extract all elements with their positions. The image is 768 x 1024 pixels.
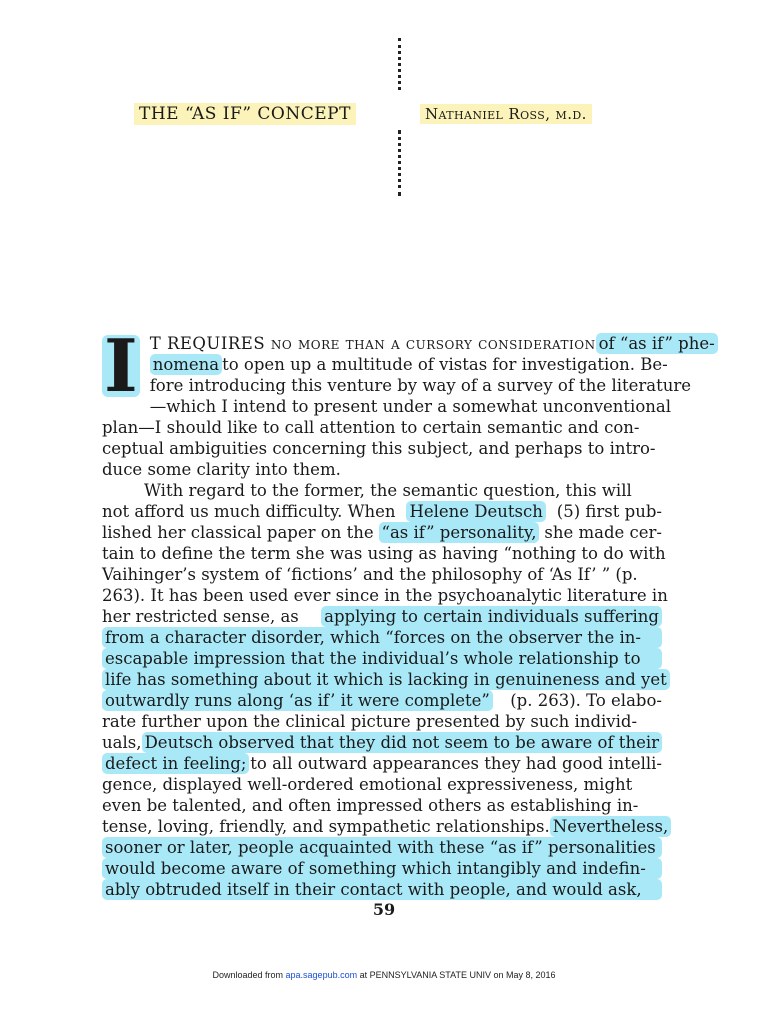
- text-line: [102, 879, 662, 900]
- highlight: from a character disorder, which “forces on the observer the in-: [102, 627, 662, 648]
- header-dotted-rule-bottom: [398, 130, 405, 196]
- highlight: ably obtruded itself in their contact with people, and would ask,: [102, 879, 662, 900]
- text-line: [102, 669, 667, 690]
- text-line: rate further upon the clinical picture presented by such individ-: [102, 712, 638, 731]
- text-line: defect in feeling; to all outward appearances they had good intelli-: [102, 753, 662, 774]
- article-author: Nathaniel Ross, m.d.: [420, 104, 592, 124]
- source-link[interactable]: apa.sagepub.com: [285, 970, 358, 980]
- highlight: defect in feeling;: [102, 753, 249, 774]
- text-line: fore introducing this venture by way of a survey of the literature: [149, 376, 692, 395]
- highlight: applying to certain individuals suffering: [321, 606, 662, 627]
- text-line: Vaihinger’s system of ‘fictions’ and the philosophy of ‘As If’ ” (p.: [102, 565, 638, 584]
- paragraph-2: [102, 480, 669, 900]
- text-line: uals, Deutsch observed that they did not seem to be aware of their: [102, 732, 662, 753]
- header-dotted-rule-top: [398, 38, 405, 90]
- highlight: outwardly runs along ‘as if’ it were complete”: [102, 690, 493, 711]
- text-line: lished her classical paper on the “as if” personality, she made cer-: [102, 523, 662, 542]
- text-line: 263). It has been used ever since in the psychoanalytic literature in: [102, 586, 668, 605]
- text-line: duce some clarity into them.: [102, 460, 341, 479]
- text-line: [102, 837, 662, 858]
- highlight: sooner or later, people acquainted with these “as if” personalities: [102, 837, 662, 858]
- highlight: Nevertheless,: [550, 816, 671, 837]
- highlight: life has something about it which is lacking in genuineness and yet: [102, 669, 670, 690]
- drop-cap: I: [104, 323, 138, 408]
- text-line: T REQUIRES no more than a cursory consideration of “as if” phe-: [150, 333, 662, 354]
- text-line: tense, loving, friendly, and sympathetic relationships. Nevertheless,: [102, 816, 662, 837]
- text-line: gence, displayed well-ordered emotional expressiveness, might: [102, 775, 633, 794]
- text-line: nomena to open up a multitude of vistas for investigation. Be-: [150, 354, 662, 375]
- download-footer: Downloaded from apa.sagepub.com at PENNSYLVANIA STATE UNIV on May 8, 2016: [212, 970, 556, 980]
- highlight: nomena: [150, 354, 222, 375]
- highlight: Deutsch observed that they did not seem to be aware of their: [142, 732, 662, 753]
- text-line: [102, 627, 662, 648]
- highlight: Helene Deutsch: [406, 501, 545, 522]
- text-line: —which I intend to present under a somewhat unconventional: [149, 397, 672, 416]
- text-line: plan—I should like to call attention to certain semantic and con-: [102, 418, 640, 437]
- text-line: ceptual ambiguities concerning this subject, and perhaps to intro-: [102, 439, 656, 458]
- article-title: THE “AS IF” CONCEPT: [134, 103, 356, 125]
- text-line: With regard to the former, the semantic question, this will: [144, 481, 632, 500]
- page-number: 59: [372, 900, 396, 919]
- text-line: outwardly runs along ‘as if’ it were complete” (p. 263). To elabo-: [102, 690, 662, 711]
- highlight: of “as if” phe-: [596, 333, 718, 354]
- highlight: escapable impression that the individual’s whole relationship to: [102, 648, 662, 669]
- highlight: “as if” personality,: [379, 522, 540, 543]
- highlight: would become aware of something which intangibly and indefin-: [102, 858, 662, 879]
- text-line: even be talented, and often impressed others as establishing in-: [102, 796, 639, 815]
- text-line: [102, 858, 662, 879]
- text-line: tain to define the term she was using as having “nothing to do with: [102, 544, 666, 563]
- text-line: not afford us much difficulty. When Helene Deutsch (5) first pub-: [102, 502, 662, 521]
- text-line: [102, 648, 662, 669]
- paragraph-1: [102, 323, 715, 480]
- text-line: her restricted sense, as applying to certain individuals suffering: [102, 606, 662, 627]
